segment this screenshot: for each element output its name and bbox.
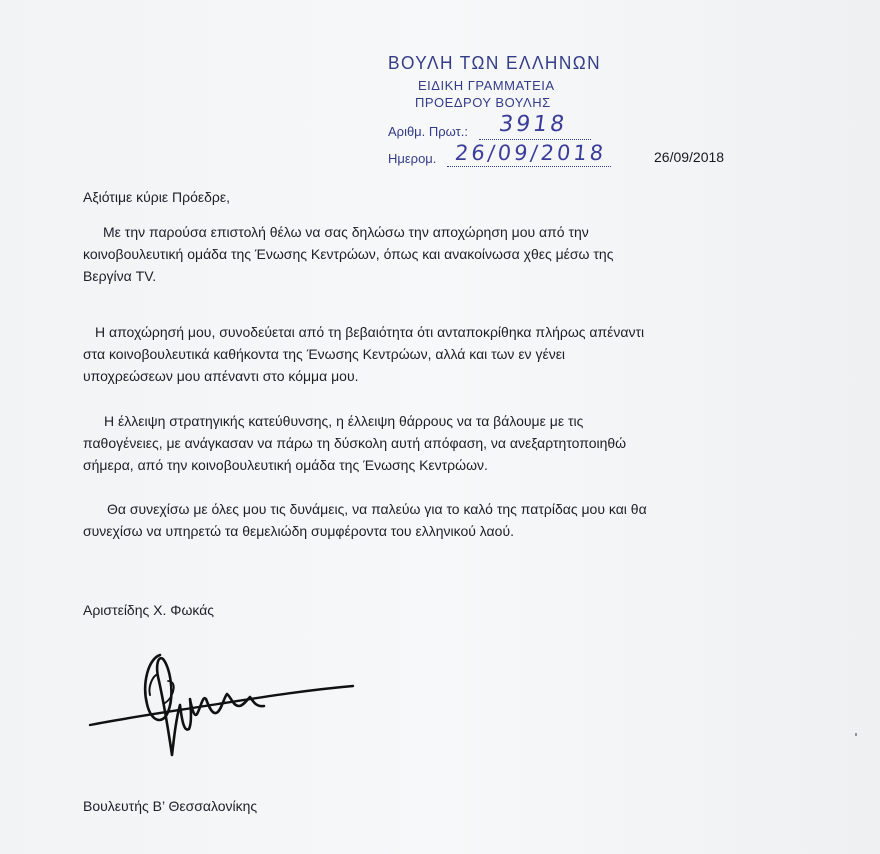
stamp-date-value: 26/09/2018: [453, 141, 608, 165]
paragraph-line: παθογένειες, με ανάγκασαν να πάρω τη δύσκολη αυτή απόφαση, να ανεξαρτητοποιηθώ: [83, 435, 627, 451]
paragraph-3: [83, 410, 733, 476]
paragraph-line: Θα συνεχίσω με όλες μου τις δυνάμεις, να παλεύω για το καλό της πατρίδας μου και θα: [107, 501, 647, 517]
greeting: Αξιότιμε κύριε Πρόεδρε,: [83, 189, 230, 205]
stamp-date-label: Ημερομ.: [388, 151, 437, 166]
paragraph-line: Η αποχώρησή μου, συνοδεύεται από τη βεβαιότητα ότι ανταποκρίθηκα πλήρως απέναντι: [95, 324, 645, 340]
author-name: Αριστείδης Χ. Φωκάς: [83, 602, 215, 618]
protocol-dotted-line: [479, 138, 591, 140]
paragraph-line: υποχρεώσεων μου απέναντι στο κόμμα μου.: [83, 368, 359, 384]
stamp-title: ΒΟΥΛΗ ΤΩΝ ΕΛΛΗΝΩΝ: [388, 53, 602, 73]
signature: [88, 637, 373, 767]
paragraph-line: συνεχίσω να υπηρετώ τα θεμελιώδη συμφέροντα του ελληνικού λαού.: [83, 523, 514, 539]
stamp-date-dotted-line: [447, 165, 611, 167]
protocol-label: Αριθμ. Πρωτ.:: [388, 124, 469, 139]
paragraph-line: Η έλλειψη στρατηγικής κατεύθυνσης, η έλλειψη θάρρους να τα βάλουμε με τις: [104, 413, 584, 429]
stamp-subtitle-2: ΠΡΟΕΔΡΟΥ ΒΟΥΛΗΣ: [415, 95, 551, 110]
letter-date: 26/09/2018: [654, 149, 725, 165]
paragraph-1: [83, 221, 733, 287]
official-stamp: [0, 0, 880, 200]
stamp-subtitle-1: ΕΙΔΙΚΗ ΓΡΑΜΜΑΤΕΙΑ: [418, 78, 555, 93]
paragraph-4: [83, 498, 733, 542]
paragraph-2: [83, 321, 733, 387]
paragraph-line: στα κοινοβουλευτικά καθήκοντα της Ένωσης Κεντρώων, αλλά και των εν γένει: [83, 346, 566, 362]
paragraph-line: Με την παρούσα επιστολή θέλω να σας δηλώσω την αποχώρηση μου από την: [103, 224, 589, 240]
paragraph-line: κοινοβουλευτική ομάδα της Ένωσης Κεντρώων, όπως και ανακοίνωσα χθες μέσω της: [83, 246, 614, 262]
paragraph-line: σήμερα, από την κοινοβουλευτική ομάδα της Ένωσης Κεντρώων.: [83, 457, 488, 473]
paragraph-line: Βεργίνα TV.: [83, 268, 157, 284]
page-mark: [855, 733, 857, 736]
author-position: Βουλευτής Β’ Θεσσαλονίκης: [83, 798, 258, 814]
protocol-number: 3918: [497, 112, 569, 137]
